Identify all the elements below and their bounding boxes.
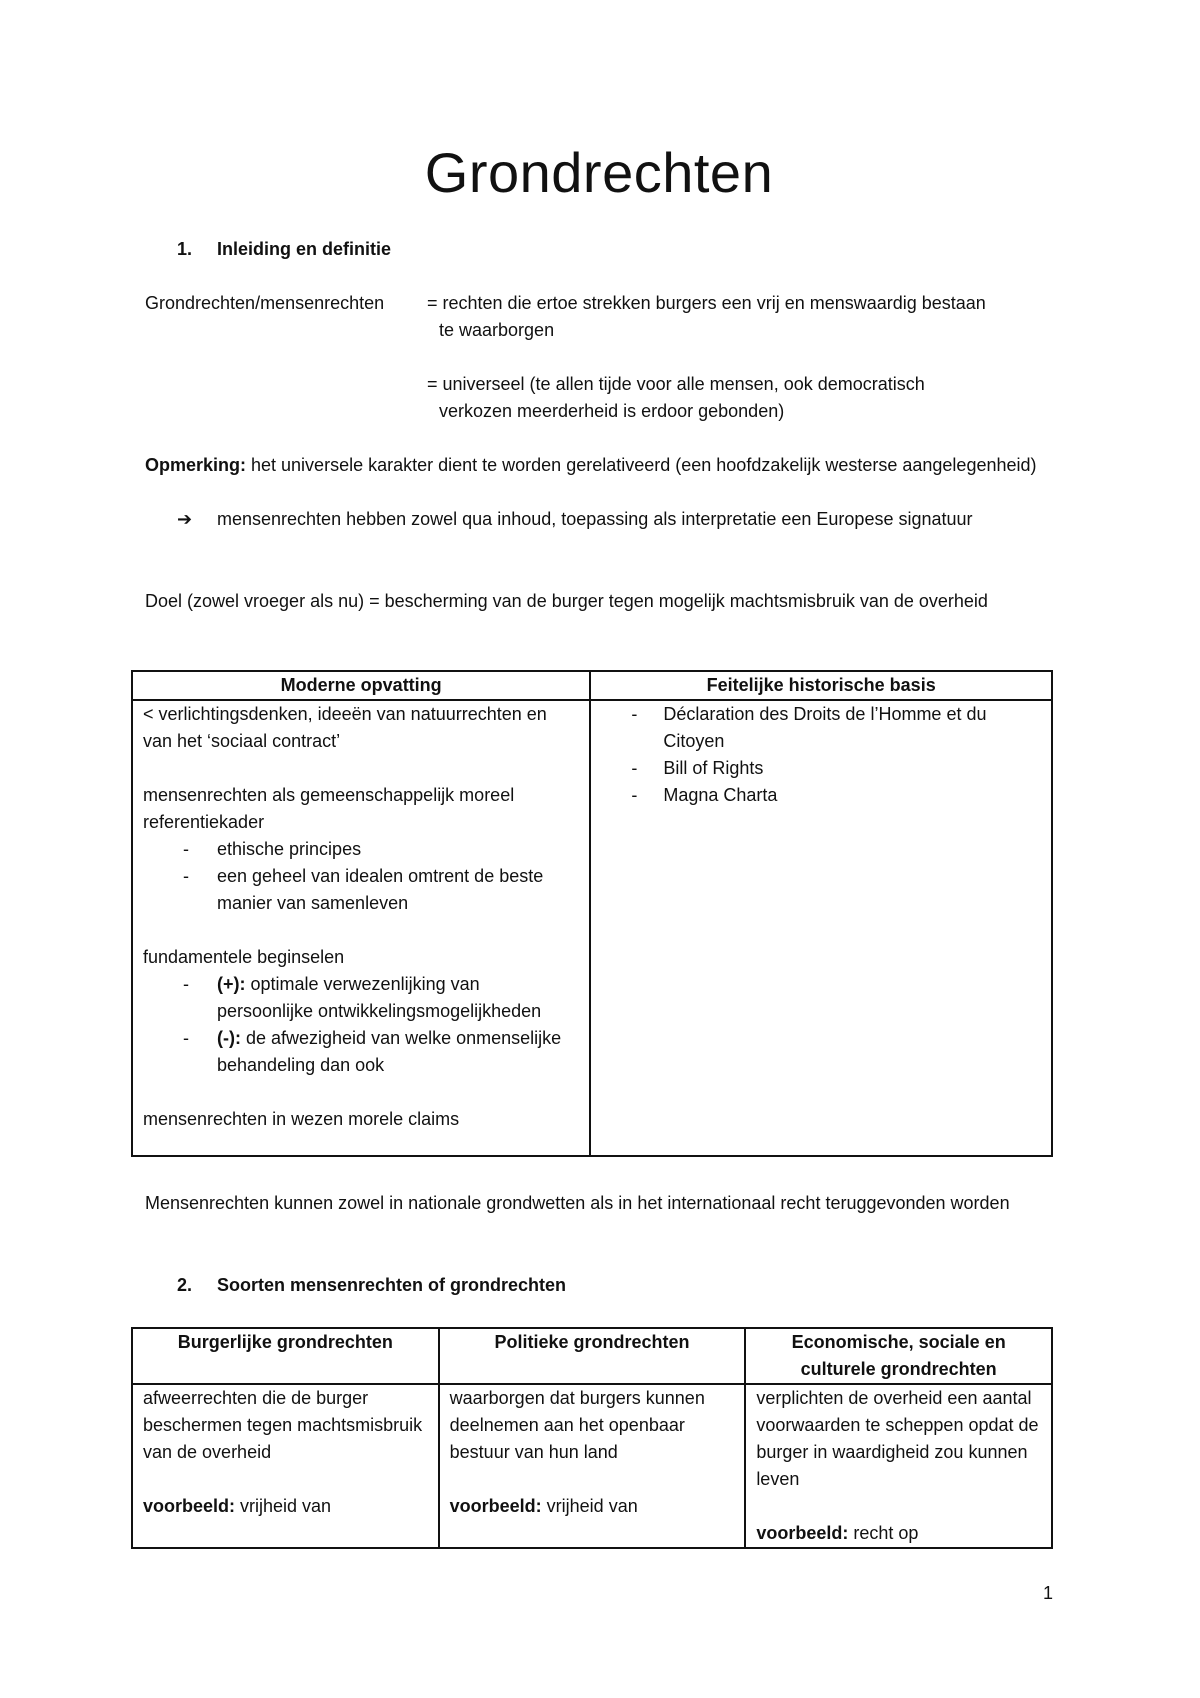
table-header-civil: Burgerlijke grondrechten: [132, 1328, 439, 1384]
remark-arrow-line: [177, 506, 1053, 533]
cell-text: verplichten de overheid een aantal voorwaarden te scheppen opdat de burger in waardigheid zou kunnen leven: [756, 1388, 1039, 1489]
cell-text: afweerrechten die de burger beschermen tegen machtsmisbruik van de overheid: [143, 1388, 423, 1462]
historical-basis-cell: [590, 700, 1052, 1156]
page-number: 1: [1042, 1583, 1053, 1603]
rights-types-table: [131, 1327, 1053, 1549]
modern-view-cell: [132, 700, 590, 1156]
section-number: 2.: [177, 1275, 193, 1295]
definition-term: Grondrechten/mensenrechten: [145, 293, 385, 313]
modern-p1: < verlichtingsdenken, ideeën van natuurrechten en van het ‘sociaal contract’: [143, 704, 547, 751]
section-title: Inleiding en definitie: [217, 239, 392, 259]
remark-text: het universele karakter dient te worden gerelativeerd (een hoofdzakelijk westerse aangelegenheid): [246, 455, 1037, 475]
section-2-heading: [177, 1272, 566, 1299]
political-rights-cell: [439, 1384, 746, 1548]
example-line: voorbeeld: vrijheid van: [143, 1496, 332, 1516]
economic-rights-cell: [745, 1384, 1052, 1548]
right-arrow-icon: ➔: [177, 509, 193, 529]
definition-line-1: = rechten die ertoe strekken burgers een vrij en menswaardig bestaan: [427, 293, 986, 313]
list-item: - Bill of Rights: [601, 755, 1041, 782]
example-line: voorbeeld: vrijheid van: [449, 1496, 638, 1516]
list-item: - (+): optimale verwezenlijking van persoonlijke ontwikkelingsmogelijkheden: [143, 971, 579, 1025]
definition-line-2b: verkozen meerderheid is erdoor gebonden): [439, 401, 785, 421]
list-item: - (-): de afwezigheid van welke onmenselijke behandeling dan ook: [143, 1025, 579, 1079]
page-title: Grondrechten: [424, 141, 774, 204]
section-1-heading: [177, 236, 391, 263]
section-number: 1.: [177, 239, 193, 259]
table-header-political: Politieke grondrechten: [439, 1328, 746, 1384]
cell-text: waarborgen dat burgers kunnen deelnemen aan het openbaar bestuur van hun land: [449, 1388, 705, 1462]
modern-p3: fundamentele beginselen: [143, 947, 345, 967]
list-item: - Déclaration des Droits de l’Homme et du Citoyen: [601, 701, 1041, 755]
remark-arrow-text: mensenrechten hebben zowel qua inhoud, toepassing als interpretatie een Europese signatuur: [217, 509, 973, 529]
modern-p2: mensenrechten als gemeenschappelijk moreel referentiekader: [143, 785, 515, 832]
table-header-modern: Moderne opvatting: [132, 671, 590, 700]
list-item: - een geheel van idealen omtrent de beste manier van samenleven: [143, 863, 579, 917]
goal-paragraph: Doel (zowel vroeger als nu) = bescherming van de burger tegen mogelijk machtsmisbruik van de overheid: [145, 591, 988, 611]
definition-line-2: = universeel (te allen tijde voor alle mensen, ook democratisch: [427, 374, 925, 394]
table-header-historical: Feitelijke historische basis: [590, 671, 1052, 700]
example-line: voorbeeld: recht op: [756, 1523, 919, 1543]
modern-list-1: [143, 836, 579, 917]
definition-line-1b: te waarborgen: [439, 320, 555, 340]
list-item: - Magna Charta: [601, 782, 1041, 809]
remark-paragraph: [145, 452, 1053, 479]
remark-label: Opmerking:: [145, 455, 247, 475]
after-table-paragraph: Mensenrechten kunnen zowel in nationale grondwetten als in het internationaal recht teruggevonden worden: [145, 1193, 1010, 1213]
definition-lines: [427, 290, 1053, 425]
table-header-economic: Economische, sociale en culturele grondrechten: [745, 1328, 1052, 1384]
modern-list-2: [143, 971, 579, 1079]
section-title: Soorten mensenrechten of grondrechten: [217, 1275, 567, 1295]
historical-list: [601, 701, 1041, 809]
list-item: - ethische principes: [143, 836, 579, 863]
civil-rights-cell: [132, 1384, 439, 1548]
modern-p4: mensenrechten in wezen morele claims: [143, 1109, 460, 1129]
views-table: [131, 670, 1053, 1157]
